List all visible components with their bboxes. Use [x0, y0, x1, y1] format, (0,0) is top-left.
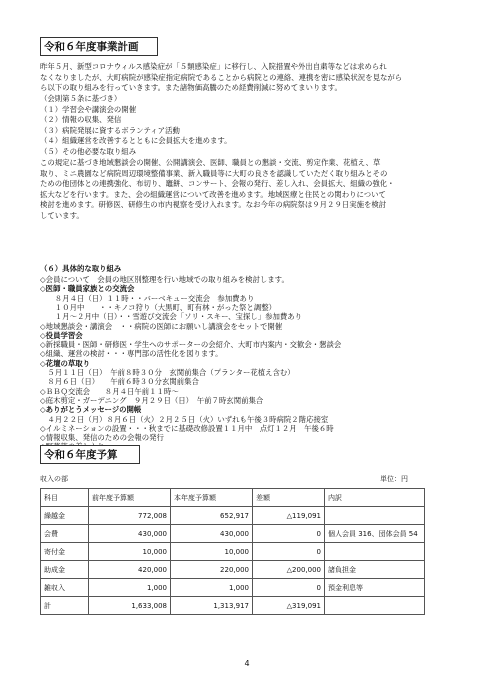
activities-line: ための他団体との連携強化、布切り、竈餅、コンサート、会報の発行、差し入れ、会員拡大、組織の強化・	[40, 179, 395, 188]
table-row	[41, 525, 425, 543]
income-section-label: 収入の部	[40, 475, 68, 483]
specific-item: ◇地域懇談会・講演会 ・・病院の医師にお願いし講演会をセットで開催	[40, 321, 283, 331]
table-cell	[325, 507, 425, 525]
intro-line: ら以下の取り組みを行っていきます。また諸物価高騰のため経費削減に努めてまいります。	[40, 83, 342, 92]
activities-line: 取り、ミニ農園など病院周辺環境整備事業、新入職員等に大町の良さを認識していただく取り組みとその	[40, 168, 388, 178]
specific-item: ◇ＢＢＱ交流会 ８月４日午前１１時〜	[40, 386, 179, 396]
unit-label: 単位：円	[380, 475, 408, 483]
specific-item: ◇会員について 会員の地区別整理を行い地域での取り組みを検討します。	[40, 275, 289, 284]
header-cell: 差額	[253, 489, 325, 507]
table-cell: 1,633,008	[89, 597, 171, 615]
table-cell: 会費	[41, 525, 89, 543]
table-cell: 0	[253, 525, 325, 543]
table-cell: 預金利息等	[325, 579, 425, 597]
table-cell: 772,008	[89, 507, 171, 525]
table-cell: 0	[253, 543, 325, 561]
article-line: （４）組織運営を改善するとともに会員拡大を進めます。	[40, 136, 232, 145]
table-cell: 1,000	[89, 579, 171, 597]
table-row	[41, 579, 425, 597]
table-cell: 1,313,917	[171, 597, 253, 615]
table-cell: 助成金	[41, 561, 89, 579]
table-cell: △200,000	[253, 561, 325, 579]
intro-line: 昨年５月、新型コロナウィルス感染症が「５類感染症」に移行し、入院措置や外出自粛等などは求められ	[40, 62, 387, 71]
article-line: （５）その他必要な取り組み	[40, 146, 137, 156]
specific-item: ５月１１日（日） 午前８時３０分 玄関前集合（プランター花植え含む）	[40, 368, 295, 377]
table-header-row	[41, 489, 425, 507]
page-number: 4	[244, 659, 250, 668]
table-cell: 寄付金	[41, 543, 89, 561]
article-line: （会則第５条に基づき）	[40, 94, 122, 103]
header-cell: 科目	[41, 489, 89, 507]
specific-item: ◇イルミネーションの設置・・・秋までに基礎改修設置１１月中 点灯１２月 午後６時	[40, 423, 334, 433]
specific-item: ◇組織、運営の検討・・・専門部の活性化を図ります。	[40, 349, 223, 359]
table-cell: 雑収入	[41, 579, 89, 597]
table-cell: 430,000	[89, 525, 171, 543]
article-line: （２）情報の収集、発信	[40, 115, 122, 124]
activities-line: 拡大などを行います。また、会の組織運営について改善を進めます。地域医療と住民との関わりについて	[40, 189, 386, 199]
section-heading-plan: 令和６年度事業計画	[40, 37, 158, 56]
activities-line: 検討を進めます。研修医、研修生の市内視察を受け入れます。なお今年の病院祭は９月２９日実施を検討	[40, 200, 387, 209]
specific-item: ◇医師・職員家族との交流会	[40, 284, 135, 294]
specific-item: ◇役員学習会	[40, 330, 83, 340]
specific-item: ◇ありがとうメッセージの開帳	[40, 405, 142, 415]
table-cell: 10,000	[171, 543, 253, 561]
article-line: （１）学習会や講演会の開催	[40, 104, 137, 114]
table-cell: 1,000	[171, 579, 253, 597]
table-cell: 220,000	[171, 561, 253, 579]
table-cell: 諸負担金	[325, 561, 425, 579]
table-cell	[325, 597, 425, 615]
table-cell: 個人会員 316、団体会員 54	[325, 525, 425, 543]
table-cell: △119,091	[253, 507, 325, 525]
table-cell: 0	[253, 579, 325, 597]
specific-item: ８月６日（日） 午前６時３０分玄関前集合	[40, 377, 199, 387]
table-row	[41, 507, 425, 525]
specific-item: １月〜２月中（日）・・雪遊び交流会「ソリ・スキー、宝探し」参加費あり	[40, 312, 303, 322]
specific-item: ◇情報収集、発信のための会報の発行	[40, 433, 164, 443]
table-cell	[325, 543, 425, 561]
specific-item: ◇新採職員・医師・研修医・学生へのサポーターの会紹介、大町市内案内・交歓会・懇談会	[40, 340, 342, 350]
specific-heading: （６）具体的な取り組み	[40, 264, 122, 273]
table-row	[41, 543, 425, 561]
activities-line: しています。	[40, 210, 84, 220]
specific-item: ８月４日（日）１１時・・バーベキュー交流会 参加費あり	[40, 293, 255, 303]
table-row	[41, 597, 425, 615]
header-cell: 本年度予算額	[171, 489, 253, 507]
header-cell: 内訳	[325, 489, 425, 507]
table-cell: △319,091	[253, 597, 325, 615]
article-line: （３）病院発展に資するボランティア活動	[40, 125, 180, 135]
header-cell: 前年度予算額	[89, 489, 171, 507]
specific-item: ◇花壇の草取り	[40, 358, 91, 368]
specific-item: １０月中 ・・キノコ狩り（大黒町、町有林・がった祭と調整）	[40, 302, 276, 312]
table-row	[41, 561, 425, 579]
intro-line: なくなりましたが、大町病院が感染症指定病院であることから病院との連絡、連携を密に感染状況を見ながら	[40, 72, 403, 82]
table-cell: 652,917	[171, 507, 253, 525]
budget-table	[40, 488, 425, 615]
specific-item: ４月２２日（月）８月６日（火）２月２５日（火）いずれも午後３時病院２階応接室	[40, 414, 329, 424]
section-heading-budget: 令和６年度予算	[40, 445, 140, 464]
table-cell: 繰越金	[41, 507, 89, 525]
table-cell: 430,000	[171, 525, 253, 543]
specific-item: ◇庭木剪定・ガーデニング ９月２９日（日） 午前７時玄関前集合	[40, 395, 264, 405]
table-cell: 計	[41, 597, 89, 615]
activities-line: この規定に基づき地域懇談会の開催、公開講演会、医師、職員との懇談・交流、剪定作業、花植え、草	[40, 158, 381, 167]
table-cell: 10,000	[89, 543, 171, 561]
table-cell: 420,000	[89, 561, 171, 579]
